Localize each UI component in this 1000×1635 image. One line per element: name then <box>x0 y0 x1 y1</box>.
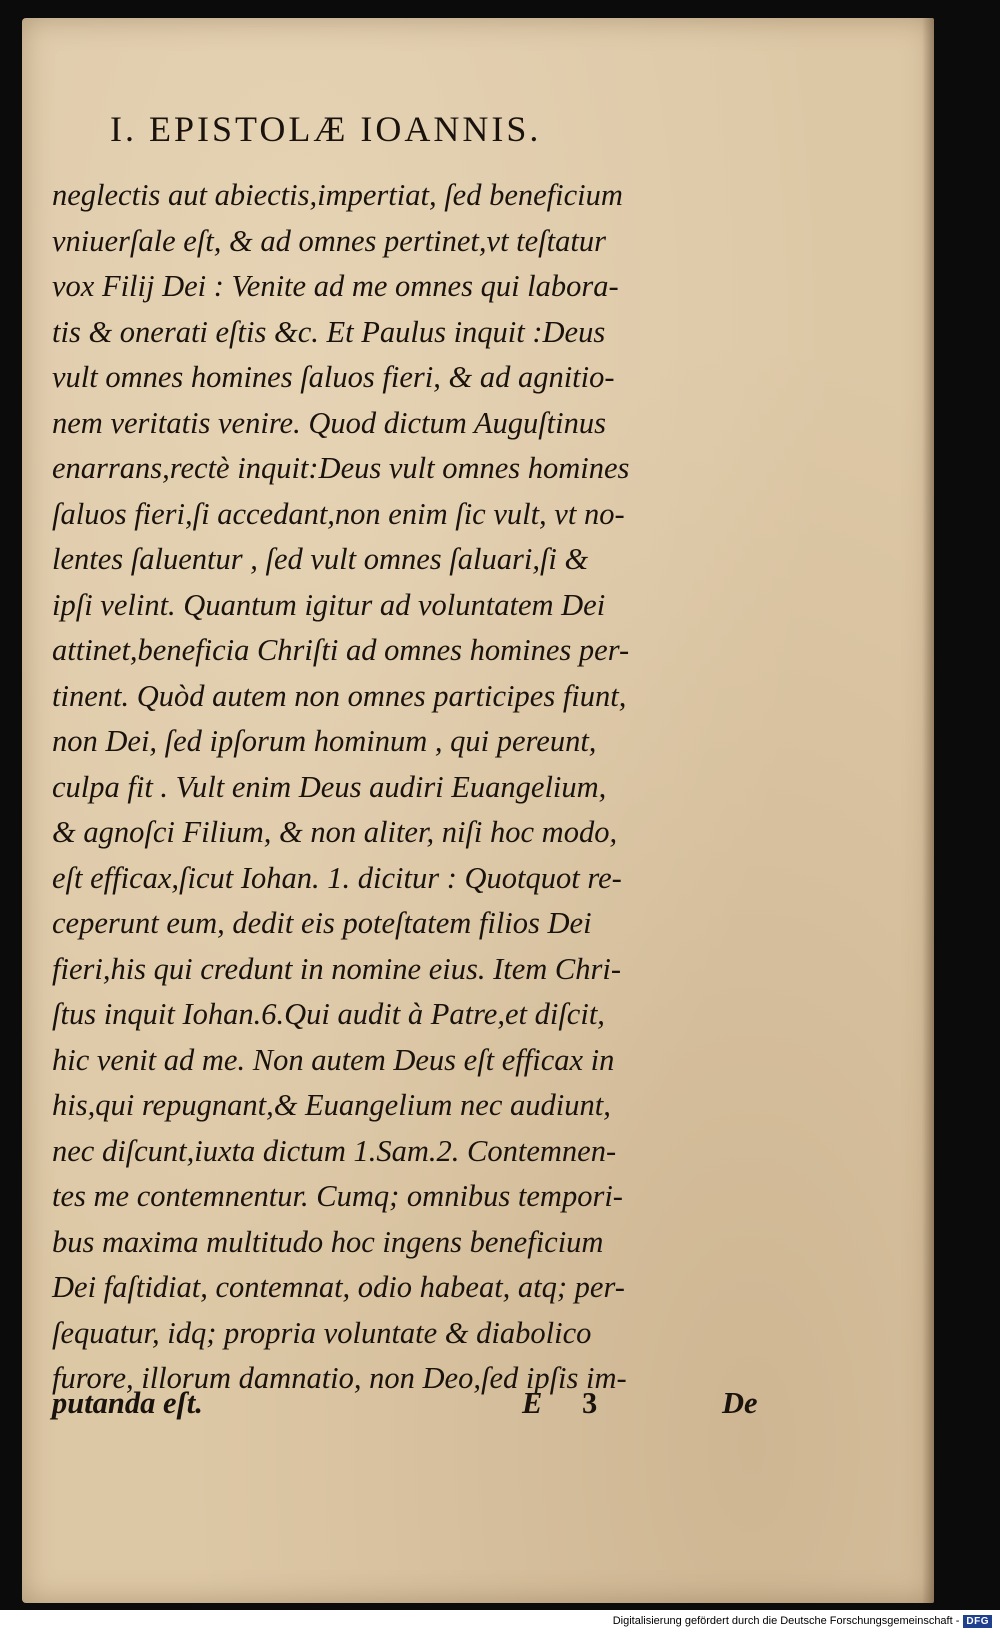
text-line: vniuerſale eſt, & ad omnes pertinet,vt teſtatur <box>52 223 606 258</box>
text-line: vox Filij Dei : Venite ad me omnes qui labora- <box>52 269 619 303</box>
text-line: ipſi velint. Quantum igitur ad voluntatem Dei <box>52 587 606 622</box>
digitization-footer <box>613 1611 992 1631</box>
last-text-line: putanda eſt. <box>52 1386 203 1420</box>
footer-credit: Digitalisierung gefördert durch die Deutsche Forschungsgemeinschaft - <box>612 1615 960 1627</box>
signature-mark-number: 3 <box>582 1386 598 1420</box>
signature-mark-letter: E <box>522 1386 543 1420</box>
book-page <box>22 18 934 1603</box>
text-line: nem veritatis venire. Quod dictum Auguſtinus <box>52 405 607 440</box>
text-line: & agnoſci Filium, & non aliter, niſi hoc modo, <box>52 815 618 849</box>
text-line: his,qui repugnant,& Euangelium nec audiunt, <box>52 1088 611 1122</box>
text-line: non Dei, ſed ipſorum hominum , qui pereunt, <box>52 724 597 758</box>
text-line: furore, illorum damnatio, non Deo,ſed ipſis im- <box>52 1361 627 1395</box>
text-line: nec diſcunt,iuxta dictum 1.Sam.2. Contemnen- <box>52 1133 617 1168</box>
text-line: tis & onerati eſtis &c. Et Paulus inquit :Deus <box>52 314 606 349</box>
text-line: hic venit ad me. Non autem Deus eſt efficax in <box>52 1042 615 1077</box>
text-line: neglectis aut abiectis,impertiat, ſed beneficium <box>52 178 623 212</box>
text-line: eſt efficax,ſicut Iohan. 1. dicitur : Quotquot re- <box>52 860 622 895</box>
text-line: bus maxima multitudo hoc ingens beneficium <box>52 1224 604 1259</box>
text-line: enarrans,rectè inquit:Deus vult omnes homines <box>52 451 630 485</box>
text-line: tes me contemnentur. Cumq; omnibus tempori- <box>52 1179 623 1213</box>
catchword: De <box>722 1386 758 1420</box>
running-head: I. EPISTOLÆ IOANNIS. <box>110 109 542 149</box>
text-line: Dei faſtidiat, contemnat, odio habeat, atq; per- <box>52 1270 625 1304</box>
text-line: fieri,his qui credunt in nomine eius. Item Chri- <box>52 951 621 986</box>
text-line: attinet,beneficia Chriſti ad omnes homines per- <box>52 633 630 667</box>
text-line: ſaluos fieri,ſi accedant,non enim ſic vult, vt no- <box>52 496 625 531</box>
text-line: ceperunt eum, dedit eis poteſtatem filios Dei <box>52 906 592 940</box>
text-line: ſtus inquit Iohan.6.Qui audit à Patre,et diſcit, <box>52 997 605 1031</box>
text-line: ſequatur, idq; propria voluntate & diabolico <box>52 1315 592 1350</box>
signature-line <box>52 1386 758 1431</box>
page-edge-shadow <box>922 18 934 1603</box>
text-line: lentes ſaluentur , ſed vult omnes ſaluari,ſi & <box>52 542 589 576</box>
text-line: tinent. Quòd autem non omnes participes fiunt, <box>52 678 627 713</box>
text-line: vult omnes homines ſaluos fieri, & ad agnitio- <box>52 360 615 394</box>
dfg-logo: DFG <box>963 1615 992 1628</box>
text-line: culpa fit . Vult enim Deus audiri Euangelium, <box>52 769 607 804</box>
body-text <box>52 173 752 1402</box>
